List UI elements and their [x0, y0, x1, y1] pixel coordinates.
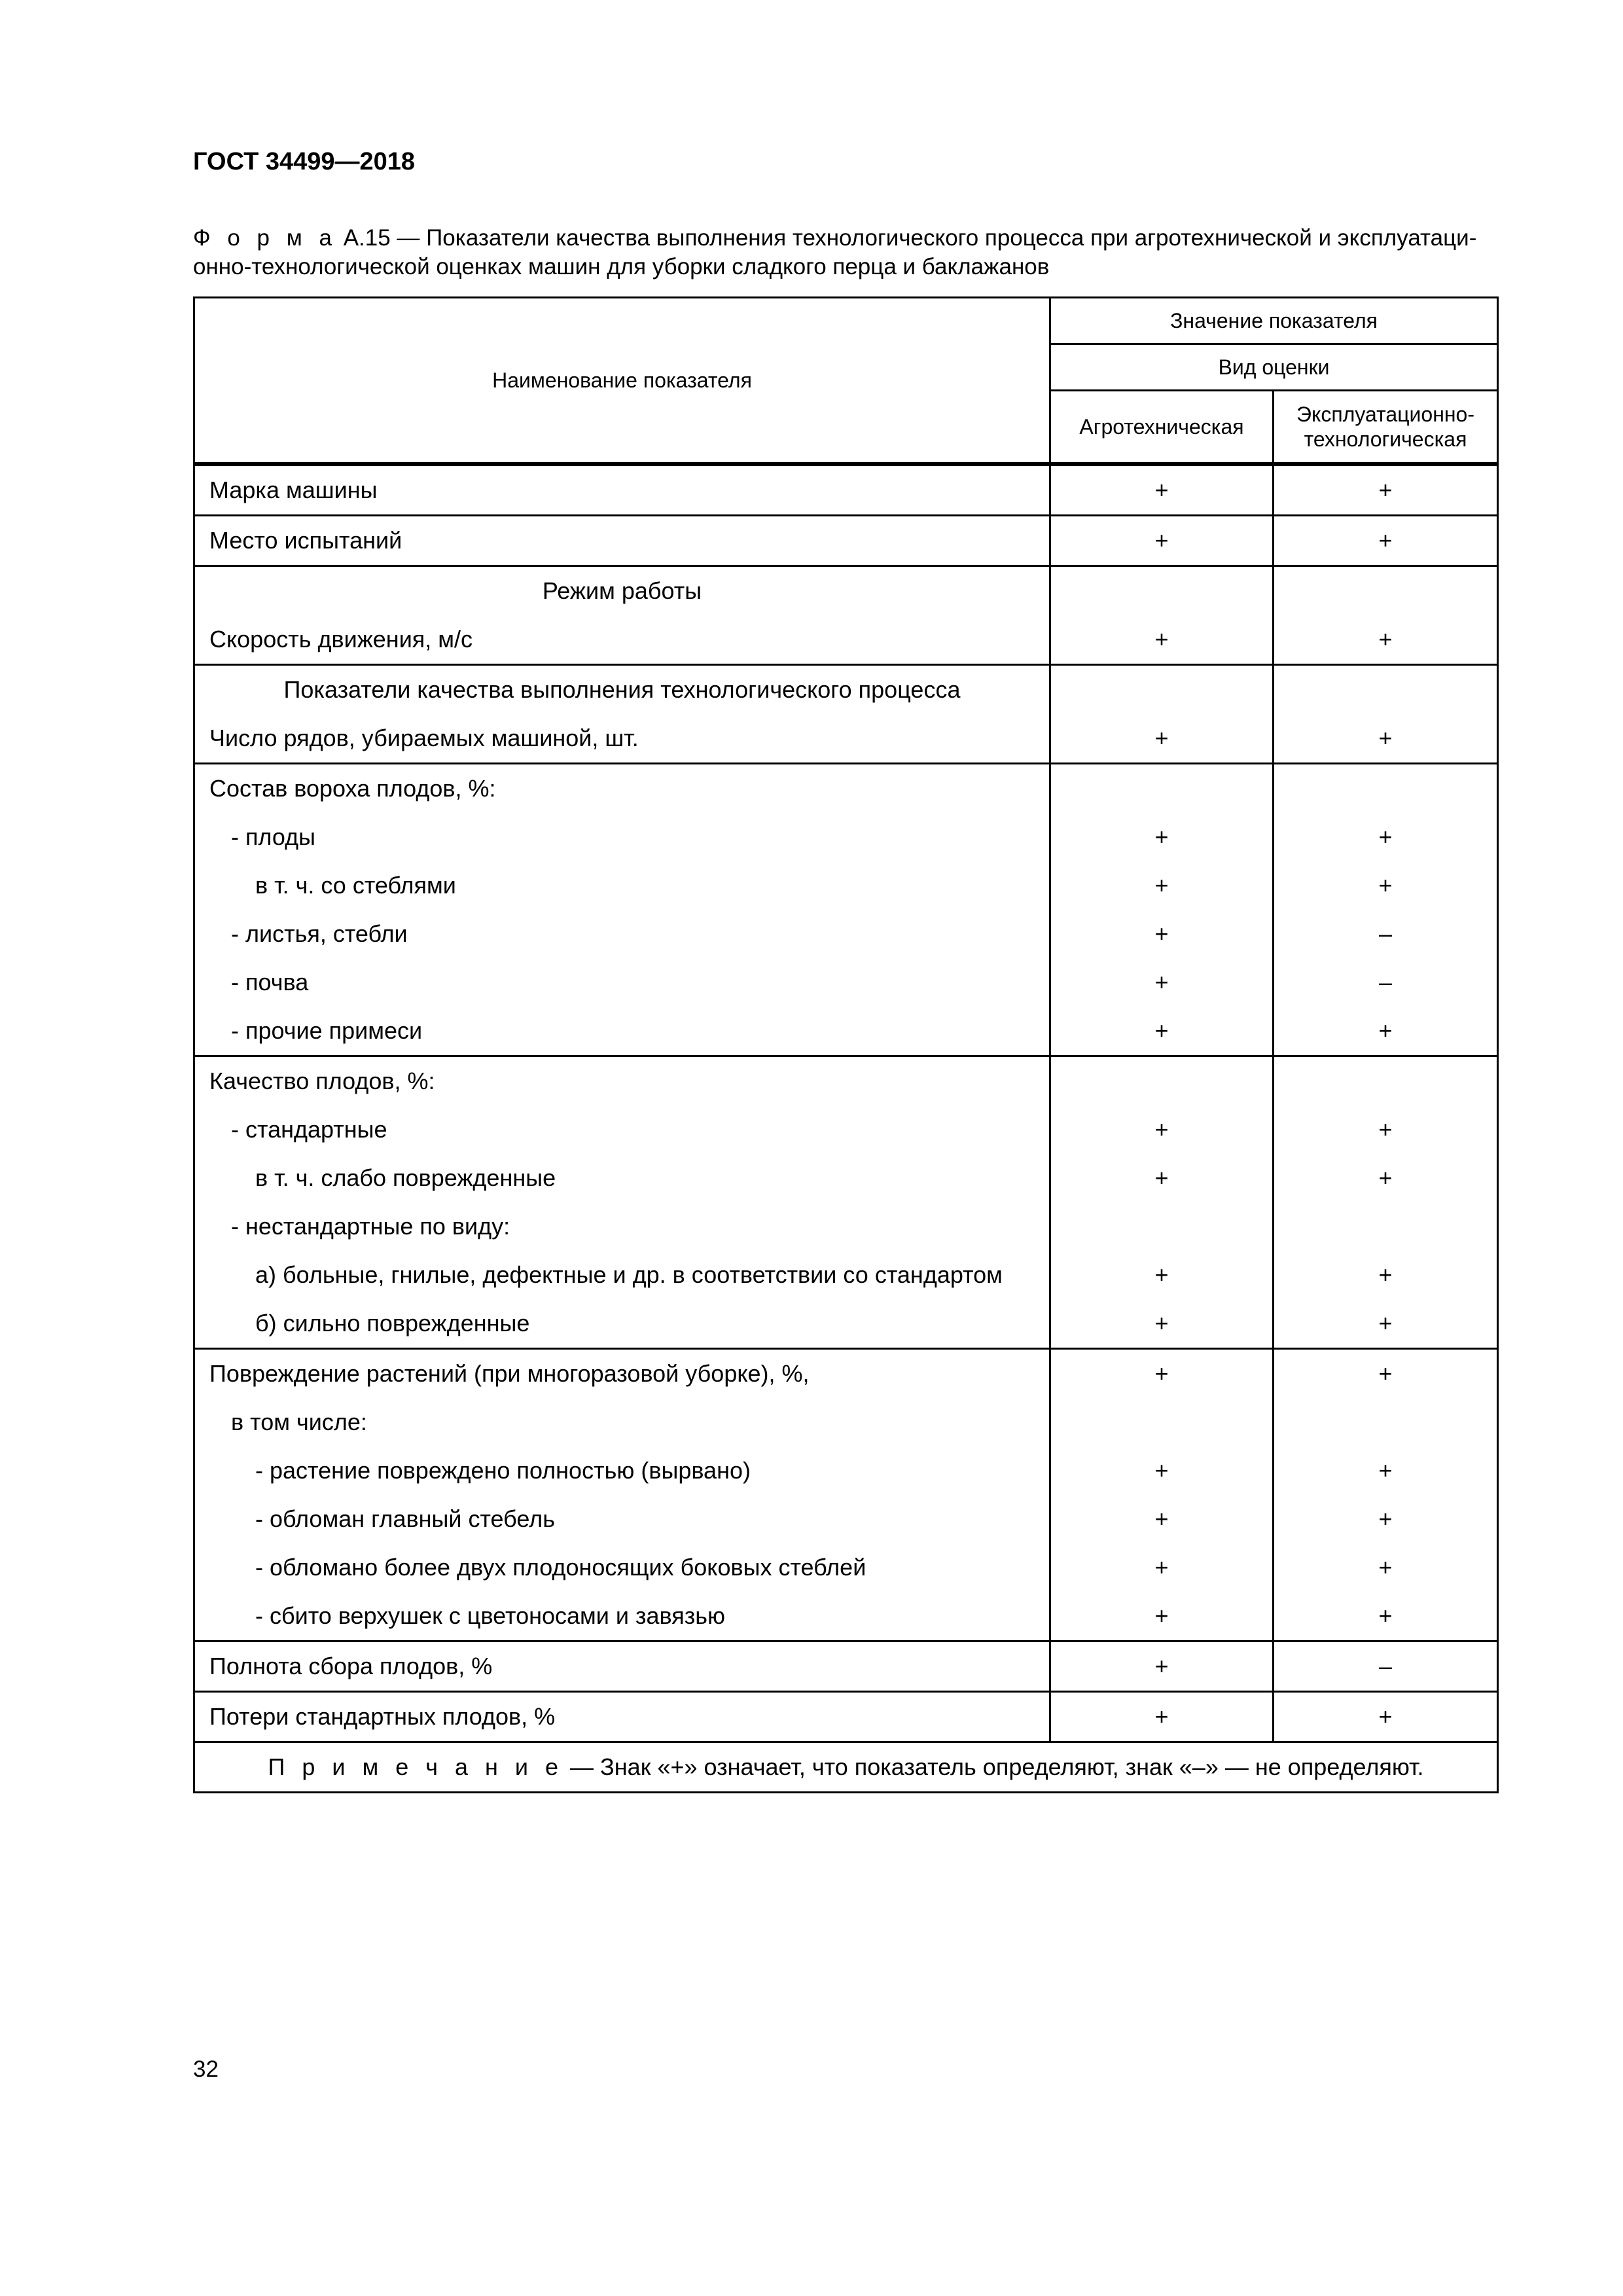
- agro-mark: +: [1154, 1115, 1169, 1143]
- header-indicator-name: Наименование показателя: [194, 298, 1050, 464]
- agro-mark: +: [1154, 871, 1169, 899]
- table-row-group: [194, 1056, 1498, 1348]
- expl-mark: +: [1378, 625, 1393, 653]
- agro-mark: +: [1154, 1261, 1169, 1288]
- expl-mark: +: [1378, 476, 1393, 503]
- expl-mark: +: [1378, 871, 1393, 899]
- agro-mark: +: [1154, 1456, 1169, 1484]
- agro-mark: +: [1154, 1016, 1169, 1044]
- header-evaluation-type: Вид оценки: [1050, 344, 1498, 391]
- indicators-table: [193, 296, 1499, 1793]
- expl-mark: +: [1378, 724, 1393, 751]
- table-row: [194, 664, 1498, 763]
- caption-text-line2: онно-технологической оценках машин для уборки сладкого перца и баклажанов: [193, 254, 1050, 279]
- row-label: Полнота сбора плодов, %: [209, 1652, 493, 1679]
- list-item: б) сильно поврежденные: [255, 1309, 530, 1336]
- row-label: Число рядов, убираемых машиной, шт.: [209, 724, 639, 751]
- group-title: Повреждение растений (при многоразовой уборке), %,: [209, 1359, 810, 1387]
- expl-mark: –: [1378, 1652, 1393, 1679]
- header-agrotechnical: Агротехническая: [1050, 391, 1274, 464]
- agro-mark: +: [1154, 823, 1169, 850]
- expl-mark: +: [1378, 1602, 1393, 1629]
- expl-mark: +: [1378, 1702, 1393, 1730]
- agro-mark: +: [1154, 968, 1169, 996]
- expl-mark: +: [1378, 1261, 1393, 1288]
- list-item: - сбито верхушек с цветоносами и завязью: [255, 1602, 726, 1629]
- row-label: Потери стандартных плодов, %: [209, 1702, 556, 1730]
- list-item: - плоды: [231, 823, 316, 850]
- expl-mark: [1274, 1398, 1497, 1446]
- agro-mark: +: [1154, 476, 1169, 503]
- list-item: - нестандартные по виду:: [231, 1212, 510, 1240]
- expl-mark: [1274, 1202, 1497, 1251]
- expl-mark: +: [1378, 1309, 1393, 1336]
- expl-mark: +: [1378, 1164, 1393, 1191]
- agro-mark: +: [1154, 920, 1169, 947]
- agro-mark: [1051, 1398, 1272, 1446]
- note-lead: П р и м е ч а н и е: [268, 1753, 564, 1780]
- expl-mark: +: [1378, 1016, 1393, 1044]
- section-heading-process-quality: Показатели качества выполнения технологического процесса: [283, 675, 961, 703]
- agro-mark: +: [1154, 1652, 1169, 1679]
- document-header: ГОСТ 34499—2018: [193, 148, 416, 175]
- table-note-row: [194, 1742, 1498, 1792]
- group-title: Качество плодов, %:: [209, 1067, 435, 1094]
- table-row: [194, 1691, 1498, 1742]
- row-label: Марка машины: [209, 476, 378, 503]
- expl-mark: +: [1378, 526, 1393, 554]
- list-item: в т. ч. со стеблями: [255, 871, 456, 899]
- agro-mark: +: [1154, 1359, 1169, 1387]
- row-label: Скорость движения, м/с: [209, 625, 473, 653]
- table-row: [194, 1641, 1498, 1691]
- caption-lead: Ф о р м а: [193, 225, 337, 251]
- table-row: [194, 565, 1498, 664]
- caption-text-line1: А.15 — Показатели качества выполнения технологического процесса при агротехнической и эксплуатаци-: [336, 225, 1477, 251]
- table-caption: [193, 224, 1495, 281]
- expl-mark: +: [1378, 1505, 1393, 1532]
- expl-mark: +: [1378, 1456, 1393, 1484]
- note-text: — Знак «+» означает, что показатель определяют, знак «–» — не определяют.: [563, 1753, 1424, 1780]
- agro-mark: +: [1154, 625, 1169, 653]
- header-expl-line2: технологическая: [1304, 427, 1467, 451]
- expl-mark: +: [1378, 1553, 1393, 1581]
- agro-mark: +: [1154, 526, 1169, 554]
- agro-mark: [1051, 1202, 1272, 1251]
- header-value-group: Значение показателя: [1050, 298, 1498, 344]
- expl-mark: –: [1378, 920, 1393, 947]
- header-operational-technological: [1274, 391, 1498, 464]
- list-item: - стандартные: [231, 1115, 387, 1143]
- section-heading-operating-mode: Режим работы: [542, 577, 702, 604]
- table-row-group: [194, 763, 1498, 1056]
- list-item: а) больные, гнилые, дефектные и др. в соответствии со стандартом: [255, 1261, 1003, 1288]
- table-note: [195, 1743, 1497, 1791]
- agro-mark: +: [1154, 724, 1169, 751]
- list-item: в т. ч. слабо поврежденные: [255, 1164, 556, 1191]
- list-item: - листья, стебли: [231, 920, 408, 947]
- expl-mark: +: [1378, 1115, 1393, 1143]
- header-expl-line1: Эксплуатационно-: [1296, 402, 1474, 426]
- agro-mark: +: [1154, 1505, 1169, 1532]
- expl-mark: +: [1378, 823, 1393, 850]
- page-number: 32: [193, 2056, 219, 2082]
- group-title: Состав вороха плодов, %:: [209, 774, 496, 802]
- expl-mark: +: [1378, 1359, 1393, 1387]
- agro-mark: +: [1154, 1164, 1169, 1191]
- list-item: - прочие примеси: [231, 1016, 423, 1044]
- table-row: [194, 515, 1498, 565]
- list-item: в том числе:: [231, 1408, 367, 1435]
- row-label: Место испытаний: [209, 526, 402, 554]
- list-item: - обломано более двух плодоносящих боковых стеблей: [255, 1553, 866, 1581]
- agro-mark: +: [1154, 1309, 1169, 1336]
- agro-mark: +: [1154, 1602, 1169, 1629]
- table-row: [194, 464, 1498, 516]
- agro-mark: +: [1154, 1553, 1169, 1581]
- expl-mark: –: [1378, 968, 1393, 996]
- table-row-group: [194, 1348, 1498, 1641]
- agro-mark: +: [1154, 1702, 1169, 1730]
- list-item: - растение повреждено полностью (вырвано): [255, 1456, 751, 1484]
- list-item: - почва: [231, 968, 309, 996]
- list-item: - обломан главный стебель: [255, 1505, 555, 1532]
